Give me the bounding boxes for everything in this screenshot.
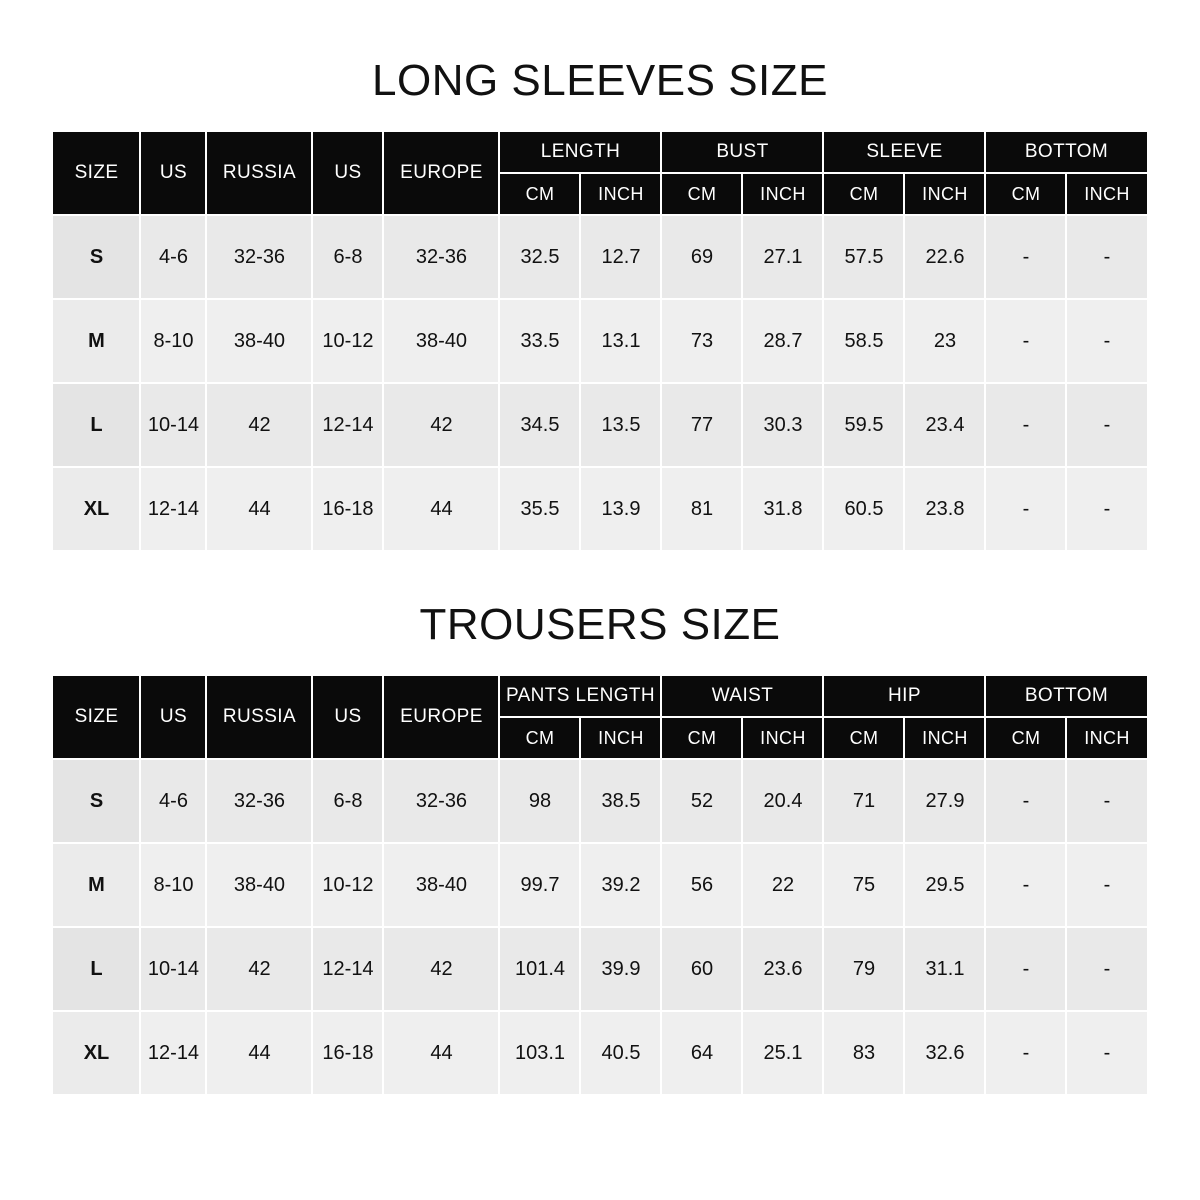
column-group-header-bottom: BOTTOM xyxy=(985,675,1147,717)
column-header-us-1: US xyxy=(140,675,206,759)
unit-header-bottom-cm: CM xyxy=(985,173,1066,215)
cell-sleeve-inch: 23.8 xyxy=(904,467,985,551)
cell-us-2: 16-18 xyxy=(312,1011,383,1095)
cell-us-2: 10-12 xyxy=(312,299,383,383)
page-title-trousers: TROUSERS SIZE xyxy=(419,600,781,649)
cell-length-cm: 32.5 xyxy=(499,215,580,299)
cell-bottom-cm: - xyxy=(985,759,1066,843)
unit-header-waist-inch: INCH xyxy=(742,717,823,759)
cell-bust-inch: 28.7 xyxy=(742,299,823,383)
cell-bust-cm: 69 xyxy=(661,215,742,299)
cell-bottom-cm: - xyxy=(985,215,1066,299)
cell-us-1: 10-14 xyxy=(140,383,206,467)
cell-russia: 32-36 xyxy=(206,215,312,299)
column-header-size: SIZE xyxy=(52,675,140,759)
cell-bust-inch: 30.3 xyxy=(742,383,823,467)
section-trousers xyxy=(0,552,1200,1096)
table-header-row-groups xyxy=(52,131,1147,173)
cell-bust-inch: 27.1 xyxy=(742,215,823,299)
unit-header-bottom-cm: CM xyxy=(985,717,1066,759)
column-header-europe: EUROPE xyxy=(383,675,499,759)
cell-us-1: 10-14 xyxy=(140,927,206,1011)
cell-waist-cm: 64 xyxy=(661,1011,742,1095)
cell-length-inch: 13.5 xyxy=(580,383,661,467)
unit-header-pants-length-cm: CM xyxy=(499,717,580,759)
section-long-sleeves xyxy=(0,0,1200,552)
unit-header-bust-cm: CM xyxy=(661,173,742,215)
cell-hip-cm: 75 xyxy=(823,843,904,927)
cell-bottom-cm: - xyxy=(985,467,1066,551)
unit-header-hip-cm: CM xyxy=(823,717,904,759)
cell-russia: 44 xyxy=(206,1011,312,1095)
cell-sleeve-cm: 58.5 xyxy=(823,299,904,383)
cell-size: XL xyxy=(52,467,140,551)
table-head xyxy=(52,131,1147,215)
cell-bottom-cm: - xyxy=(985,927,1066,1011)
cell-hip-cm: 71 xyxy=(823,759,904,843)
column-group-header-bottom: BOTTOM xyxy=(985,131,1147,173)
cell-length-cm: 35.5 xyxy=(499,467,580,551)
table-head xyxy=(52,675,1147,759)
cell-us-1: 8-10 xyxy=(140,299,206,383)
cell-us-2: 12-14 xyxy=(312,383,383,467)
page-title-long-sleeves: LONG SLEEVES SIZE xyxy=(372,56,828,105)
cell-pants-length-cm: 99.7 xyxy=(499,843,580,927)
cell-us-1: 4-6 xyxy=(140,759,206,843)
table-row xyxy=(52,759,1147,843)
unit-header-hip-inch: INCH xyxy=(904,717,985,759)
cell-length-cm: 33.5 xyxy=(499,299,580,383)
cell-us-1: 12-14 xyxy=(140,1011,206,1095)
trousers-size-table xyxy=(51,674,1148,1096)
unit-header-pants-length-inch: INCH xyxy=(580,717,661,759)
cell-europe: 32-36 xyxy=(383,759,499,843)
column-group-header-bust: BUST xyxy=(661,131,823,173)
cell-waist-inch: 25.1 xyxy=(742,1011,823,1095)
table-body xyxy=(52,759,1147,1095)
cell-europe: 44 xyxy=(383,1011,499,1095)
cell-bottom-inch: - xyxy=(1066,1011,1147,1095)
cell-bust-cm: 73 xyxy=(661,299,742,383)
column-header-russia: RUSSIA xyxy=(206,131,312,215)
table-body xyxy=(52,215,1147,551)
cell-russia: 38-40 xyxy=(206,843,312,927)
cell-russia: 38-40 xyxy=(206,299,312,383)
unit-header-length-inch: INCH xyxy=(580,173,661,215)
cell-us-1: 8-10 xyxy=(140,843,206,927)
cell-length-inch: 13.1 xyxy=(580,299,661,383)
cell-europe: 38-40 xyxy=(383,843,499,927)
column-header-us-1: US xyxy=(140,131,206,215)
cell-bust-inch: 31.8 xyxy=(742,467,823,551)
column-header-size: SIZE xyxy=(52,131,140,215)
unit-header-bottom-inch: INCH xyxy=(1066,717,1147,759)
table-row xyxy=(52,383,1147,467)
table-header-row-groups xyxy=(52,675,1147,717)
cell-hip-inch: 27.9 xyxy=(904,759,985,843)
column-header-us-2: US xyxy=(312,131,383,215)
cell-hip-inch: 29.5 xyxy=(904,843,985,927)
cell-waist-inch: 20.4 xyxy=(742,759,823,843)
column-group-header-waist: WAIST xyxy=(661,675,823,717)
cell-bust-cm: 81 xyxy=(661,467,742,551)
cell-pants-length-inch: 38.5 xyxy=(580,759,661,843)
cell-europe: 42 xyxy=(383,383,499,467)
cell-europe: 38-40 xyxy=(383,299,499,383)
cell-bottom-cm: - xyxy=(985,843,1066,927)
cell-europe: 44 xyxy=(383,467,499,551)
cell-hip-inch: 32.6 xyxy=(904,1011,985,1095)
table-row xyxy=(52,927,1147,1011)
cell-bottom-inch: - xyxy=(1066,843,1147,927)
cell-bottom-inch: - xyxy=(1066,467,1147,551)
cell-russia: 42 xyxy=(206,927,312,1011)
cell-size: L xyxy=(52,927,140,1011)
cell-waist-inch: 23.6 xyxy=(742,927,823,1011)
cell-size: L xyxy=(52,383,140,467)
unit-header-waist-cm: CM xyxy=(661,717,742,759)
cell-bottom-cm: - xyxy=(985,299,1066,383)
cell-waist-cm: 60 xyxy=(661,927,742,1011)
column-header-us-2: US xyxy=(312,675,383,759)
cell-russia: 32-36 xyxy=(206,759,312,843)
cell-us-2: 10-12 xyxy=(312,843,383,927)
cell-pants-length-cm: 101.4 xyxy=(499,927,580,1011)
cell-russia: 42 xyxy=(206,383,312,467)
cell-length-inch: 13.9 xyxy=(580,467,661,551)
cell-us-2: 6-8 xyxy=(312,215,383,299)
cell-size: M xyxy=(52,843,140,927)
cell-waist-inch: 22 xyxy=(742,843,823,927)
cell-pants-length-inch: 39.9 xyxy=(580,927,661,1011)
cell-hip-cm: 83 xyxy=(823,1011,904,1095)
cell-us-1: 12-14 xyxy=(140,467,206,551)
cell-sleeve-cm: 60.5 xyxy=(823,467,904,551)
cell-europe: 32-36 xyxy=(383,215,499,299)
cell-us-2: 6-8 xyxy=(312,759,383,843)
cell-sleeve-cm: 57.5 xyxy=(823,215,904,299)
cell-bottom-cm: - xyxy=(985,1011,1066,1095)
cell-hip-inch: 31.1 xyxy=(904,927,985,1011)
unit-header-sleeve-inch: INCH xyxy=(904,173,985,215)
unit-header-bottom-inch: INCH xyxy=(1066,173,1147,215)
cell-size: M xyxy=(52,299,140,383)
cell-waist-cm: 56 xyxy=(661,843,742,927)
column-group-header-sleeve: SLEEVE xyxy=(823,131,985,173)
cell-us-2: 16-18 xyxy=(312,467,383,551)
column-header-europe: EUROPE xyxy=(383,131,499,215)
cell-size: S xyxy=(52,215,140,299)
table-row xyxy=(52,299,1147,383)
cell-length-cm: 34.5 xyxy=(499,383,580,467)
cell-sleeve-inch: 23.4 xyxy=(904,383,985,467)
column-group-header-pants-length: PANTS LENGTH xyxy=(499,675,661,717)
cell-hip-cm: 79 xyxy=(823,927,904,1011)
table-row xyxy=(52,467,1147,551)
cell-size: XL xyxy=(52,1011,140,1095)
cell-waist-cm: 52 xyxy=(661,759,742,843)
cell-pants-length-inch: 40.5 xyxy=(580,1011,661,1095)
cell-bottom-inch: - xyxy=(1066,215,1147,299)
table-row xyxy=(52,215,1147,299)
cell-us-2: 12-14 xyxy=(312,927,383,1011)
long-sleeves-size-table xyxy=(51,130,1148,552)
table-row xyxy=(52,843,1147,927)
unit-header-length-cm: CM xyxy=(499,173,580,215)
unit-header-sleeve-cm: CM xyxy=(823,173,904,215)
column-group-header-length: LENGTH xyxy=(499,131,661,173)
cell-europe: 42 xyxy=(383,927,499,1011)
cell-size: S xyxy=(52,759,140,843)
cell-length-inch: 12.7 xyxy=(580,215,661,299)
cell-russia: 44 xyxy=(206,467,312,551)
table-row xyxy=(52,1011,1147,1095)
cell-pants-length-inch: 39.2 xyxy=(580,843,661,927)
cell-bottom-cm: - xyxy=(985,383,1066,467)
cell-sleeve-cm: 59.5 xyxy=(823,383,904,467)
column-group-header-hip: HIP xyxy=(823,675,985,717)
cell-bust-cm: 77 xyxy=(661,383,742,467)
cell-sleeve-inch: 22.6 xyxy=(904,215,985,299)
cell-sleeve-inch: 23 xyxy=(904,299,985,383)
cell-bottom-inch: - xyxy=(1066,759,1147,843)
cell-us-1: 4-6 xyxy=(140,215,206,299)
cell-bottom-inch: - xyxy=(1066,927,1147,1011)
unit-header-bust-inch: INCH xyxy=(742,173,823,215)
cell-bottom-inch: - xyxy=(1066,383,1147,467)
cell-pants-length-cm: 98 xyxy=(499,759,580,843)
column-header-russia: RUSSIA xyxy=(206,675,312,759)
cell-pants-length-cm: 103.1 xyxy=(499,1011,580,1095)
cell-bottom-inch: - xyxy=(1066,299,1147,383)
